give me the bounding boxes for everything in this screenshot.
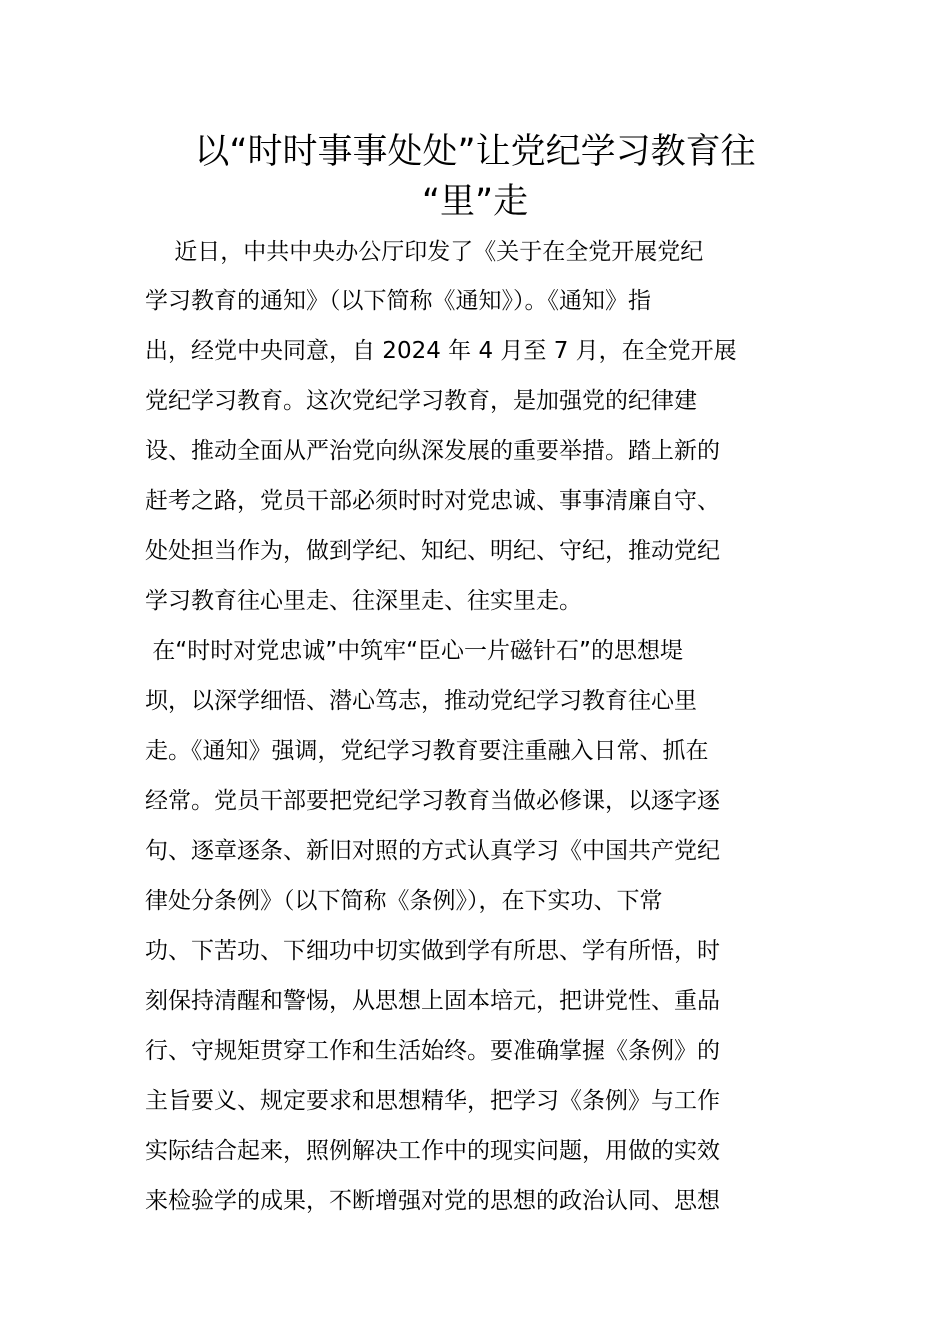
body-line: 来检验学的成果，不断增强对党的思想的政治认同、思想: [145, 1188, 720, 1214]
body-line: 赶考之路，党员干部必须时时对党忠诚、事事清廉自守、: [145, 488, 720, 514]
body-line: 功、下苦功、下细功中切实做到学有所思、学有所悟，时: [145, 938, 720, 964]
document-title-line-2: “里”走: [421, 182, 529, 222]
document-title-line-1: 以“时时事事处处”让党纪学习教育往: [194, 132, 756, 172]
body-line: 坝，以深学细悟、潜心笃志，推动党纪学习教育往心里: [145, 688, 697, 714]
body-line: 句、逐章逐条、新旧对照的方式认真学习《中国共产党纪: [145, 838, 720, 864]
body-line: 处处担当作为，做到学纪、知纪、明纪、守纪，推动党纪: [145, 538, 720, 564]
body-line: 律处分条例》（以下简称《条例》），在下实功、下常: [145, 888, 663, 914]
body-line: 刻保持清醒和警惕，从思想上固本培元，把讲党性、重品: [145, 988, 720, 1014]
body-line: 主旨要义、规定要求和思想精华，把学习《条例》与工作: [145, 1088, 720, 1114]
body-line: 学习教育的通知》（以下简称《通知》）。《通知》指: [145, 288, 651, 314]
body-line: 在“时时对党忠诚”中筑牢“臣心一片磁针石”的思想堤: [145, 638, 683, 664]
body-line: 党纪学习教育。这次党纪学习教育，是加强党的纪律建: [145, 388, 697, 414]
body-line: 设、推动全面从严治党向纵深发展的重要举措。踏上新的: [145, 438, 720, 464]
body-line: 行、守规矩贯穿工作和生活始终。要准确掌握《条例》的: [145, 1038, 720, 1064]
body-line: 近日，中共中央办公厅印发了《关于在全党开展党纪: [145, 239, 704, 265]
body-line: 走。《通知》强调，党纪学习教育要注重融入日常、抓在: [145, 738, 709, 764]
body-line: 学习教育往心里走、往深里走、往实里走。: [145, 588, 582, 614]
body-line: 实际结合起来，照例解决工作中的现实问题，用做的实效: [145, 1138, 720, 1164]
body-line: 出，经党中央同意，自 2024 年 4 月至 7 月，在全党开展: [145, 338, 737, 364]
body-line: 经常。党员干部要把党纪学习教育当做必修课，以逐字逐: [145, 788, 720, 814]
